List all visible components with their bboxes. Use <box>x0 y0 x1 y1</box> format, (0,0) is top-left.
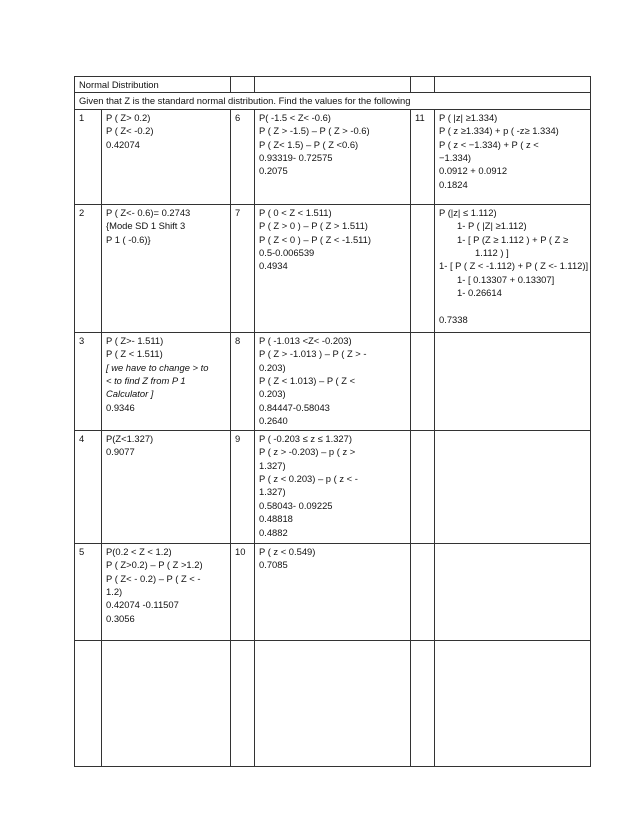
problem-cell <box>435 109 591 204</box>
problem-number: 11 <box>411 109 435 204</box>
problem-number: 6 <box>231 109 255 204</box>
table-row <box>75 204 591 332</box>
problem-line: P ( Z > -1.5) – P ( Z > -0.6) <box>259 125 370 137</box>
problem-answer: 0.9346 <box>106 401 135 413</box>
problem-number: 9 <box>231 430 255 543</box>
problem-line: {Mode SD 1 Shift 3 <box>106 220 186 232</box>
empty-cell <box>255 77 411 93</box>
problem-line: 1- P ( |Z| ≥1.112) <box>457 220 527 232</box>
problem-line: P ( Z< - 0.2) – P ( Z < - <box>106 572 201 584</box>
empty-cell <box>435 77 591 93</box>
problem-line: P ( z < 0.549) <box>259 545 316 557</box>
problem-line: P ( z < 0.203) – p ( z < - <box>259 473 358 485</box>
empty-cell <box>411 332 435 430</box>
problem-line: P ( Z < 1.511) <box>106 348 163 360</box>
table-row <box>75 430 591 543</box>
problem-line: 0.203) <box>259 388 286 400</box>
problem-number: 1 <box>75 109 102 204</box>
problem-number: 8 <box>231 332 255 430</box>
problem-line: P ( -0.203 ≤ z ≤ 1.327) <box>259 432 352 444</box>
problem-line: P ( z > -0.203) – p ( z > <box>259 446 356 458</box>
problem-line: P ( Z<- 0.6)= 0.2743 <box>106 206 191 218</box>
problem-line: 1- 0.26614 <box>457 287 502 299</box>
problem-cell <box>102 543 231 640</box>
empty-cell <box>411 77 435 93</box>
problem-line: 0.5-0.006539 <box>259 247 315 259</box>
problem-answer: 0.9077 <box>106 446 135 458</box>
problem-line: P ( Z > 0 ) – P ( Z > 1.511) <box>259 220 368 232</box>
problem-note: < to find Z from P 1 <box>106 375 186 387</box>
problem-line: P ( Z > -1.013 ) – P ( Z > - <box>259 348 367 360</box>
problem-cell <box>255 332 411 430</box>
problem-line: 1- [ P ( Z < -1.112) + P ( Z <- 1.112)] <box>439 260 589 272</box>
problem-line: P ( Z < 0 ) – P ( Z < -1.511) <box>259 233 372 245</box>
problem-cell <box>102 109 231 204</box>
problem-number: 10 <box>231 543 255 640</box>
table-title: Normal Distribution <box>75 77 231 93</box>
problem-cell <box>255 204 411 332</box>
problem-line: −1.334) <box>439 152 472 164</box>
problem-answer: 0.4882 <box>259 526 288 538</box>
spacer <box>439 300 587 313</box>
empty-cell <box>411 430 435 543</box>
empty-cell <box>435 640 591 766</box>
empty-cell <box>411 543 435 640</box>
problem-cell <box>255 543 411 640</box>
empty-cell <box>102 640 231 766</box>
problem-cell <box>102 204 231 332</box>
problem-line: 1.2) <box>106 586 123 598</box>
problem-line: 0.203) <box>259 361 286 373</box>
problem-line: 0.93319- 0.72575 <box>259 152 333 164</box>
problem-cell <box>255 430 411 543</box>
table-row <box>75 109 591 204</box>
empty-cell <box>435 332 591 430</box>
empty-cell <box>231 77 255 93</box>
problem-number: 7 <box>231 204 255 332</box>
problem-line: P (|z| ≤ 1.112) <box>439 206 497 218</box>
problem-line: 0.48818 <box>259 513 293 525</box>
table-row <box>75 332 591 430</box>
problem-line: P(0.2 < Z < 1.2) <box>106 545 172 557</box>
problem-line: P 1 ( -0.6)} <box>106 233 151 245</box>
problem-line: 0.84447-0.58043 <box>259 401 330 413</box>
problem-line: P ( Z < 1.013) – P ( Z < <box>259 375 356 387</box>
problem-line: P( -1.5 < Z< -0.6) <box>259 111 331 123</box>
problem-line: P ( -1.013 <Z< -0.203) <box>259 334 352 346</box>
problem-answer: 0.2075 <box>259 165 288 177</box>
problems-table <box>74 76 591 767</box>
problem-line: P ( z < −1.334) + P ( z < <box>439 138 539 150</box>
table-row <box>75 543 591 640</box>
problem-line: P ( Z< -0.2) <box>106 125 154 137</box>
problem-cell <box>435 204 591 332</box>
problem-answer: 0.7338 <box>439 313 468 325</box>
problem-line: 1- [ 0.13307 + 0.13307] <box>457 273 555 285</box>
problem-line: P ( 0 < Z < 1.511) <box>259 206 332 218</box>
problem-line: P(Z<1.327) <box>106 432 154 444</box>
empty-cell <box>75 640 102 766</box>
problem-line: 1.327) <box>259 459 286 471</box>
problem-line: 0.42074 -0.11507 <box>106 599 179 611</box>
problem-cell <box>255 109 411 204</box>
table-title-row <box>75 77 591 93</box>
problem-line: 1.327) <box>259 486 286 498</box>
problem-answer: 0.3056 <box>106 612 135 624</box>
problem-line: 1- [ P (Z ≥ 1.112 ) + P ( Z ≥ <box>457 233 569 245</box>
empty-cell <box>255 640 411 766</box>
problem-number: 4 <box>75 430 102 543</box>
instruction-row <box>75 93 591 109</box>
problem-line: P ( Z< 1.5) – P ( Z <0.6) <box>259 138 359 150</box>
empty-cell <box>435 430 591 543</box>
problem-line: P ( Z> 0.2) <box>106 111 151 123</box>
problem-line: P ( z ≥1.334) + p ( -z≥ 1.334) <box>439 125 559 137</box>
problem-number: 2 <box>75 204 102 332</box>
empty-cell <box>435 543 591 640</box>
instruction-text: Given that Z is the standard normal distribution. Find the values for the following <box>75 93 591 109</box>
problem-line: 0.0912 + 0.0912 <box>439 165 508 177</box>
empty-cell <box>231 640 255 766</box>
problem-answer: 0.1824 <box>439 178 468 190</box>
problem-number: 3 <box>75 332 102 430</box>
problem-cell <box>102 430 231 543</box>
problem-line: P ( Z>0.2) – P ( Z >1.2) <box>106 559 203 571</box>
problem-answer: 0.2640 <box>259 415 288 427</box>
problem-line: P ( |z| ≥1.334) <box>439 111 498 123</box>
empty-cell <box>411 640 435 766</box>
problem-note: [ we have to change > to <box>106 361 209 373</box>
problem-line: 0.58043- 0.09225 <box>259 499 333 511</box>
problem-line: P ( Z>- 1.511) <box>106 334 164 346</box>
problem-answer: 0.7085 <box>259 559 288 571</box>
problem-cell <box>102 332 231 430</box>
problem-number: 5 <box>75 543 102 640</box>
problem-number <box>411 204 435 332</box>
table-row-empty <box>75 640 591 766</box>
problem-answer: 0.4934 <box>259 260 288 272</box>
problem-answer: 0.42074 <box>106 138 140 150</box>
problem-note: Calculator ] <box>106 388 154 400</box>
problem-line: 1.112 ) ] <box>475 247 509 259</box>
